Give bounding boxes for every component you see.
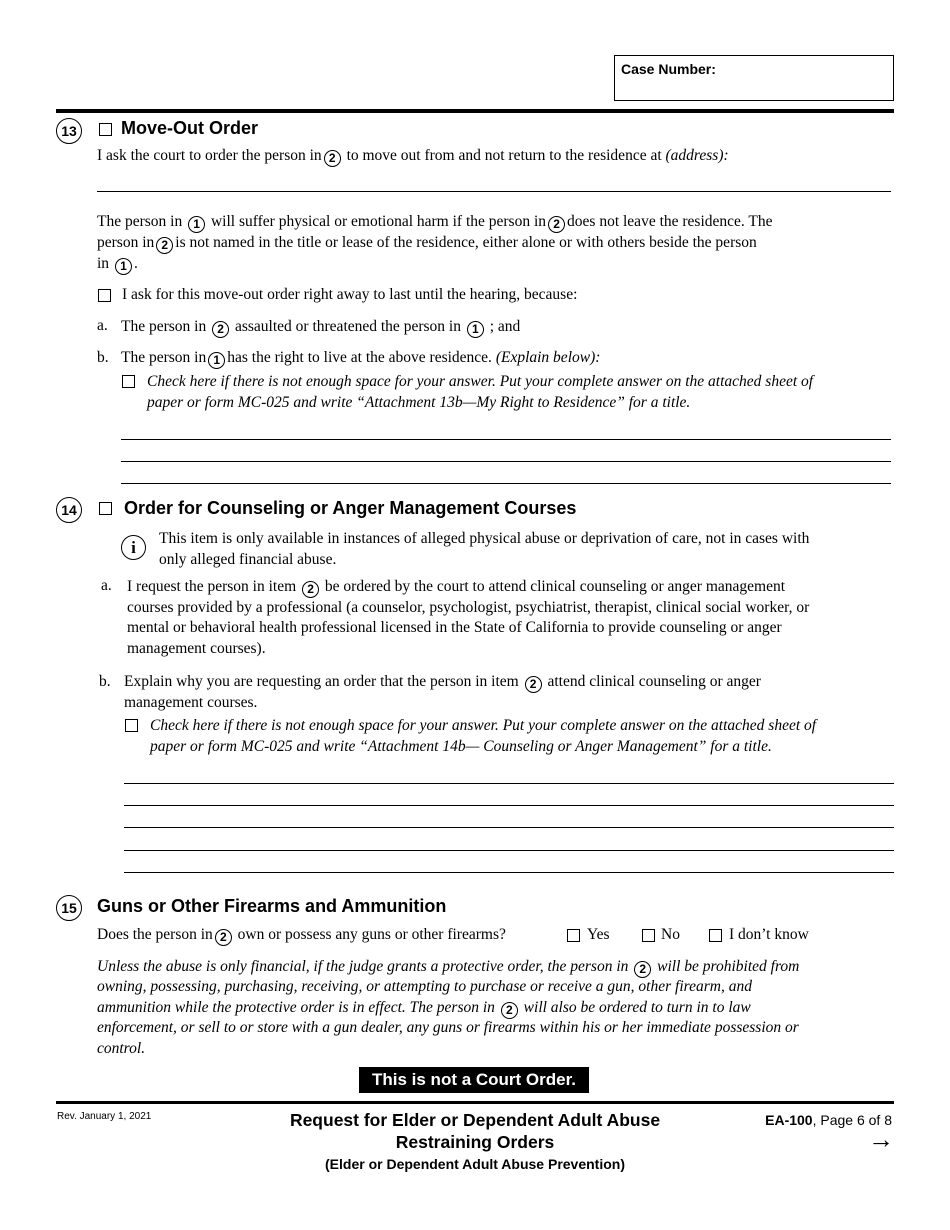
13b-more-space-line2: paper or form MC-025 and write “Attachment 13b—My Right to Residence” for a title. [147,394,691,411]
14b-answer-line-2[interactable] [124,805,894,806]
13b-answer-line-3[interactable] [121,483,891,484]
firearms-yes-label: Yes [587,926,610,943]
case-number-label: Case Number: [621,61,716,77]
item-number-13: 13 [56,118,82,144]
right-away-label: I ask for this move-out order right away to last until the hearing, because: [122,286,578,303]
item-13a-text: The person in 2 assaulted or threatened the person in 1 ; and [121,318,521,336]
harm-statement-line3: in 1 . [97,255,138,273]
firearms-dont-know-checkbox[interactable] [709,929,722,942]
party-1-circle: 1 [208,352,225,369]
firearms-dont-know-label: I don’t know [729,926,809,943]
item-14b-line2: management courses. [124,694,258,711]
party-2-circle: 2 [215,929,232,946]
harm-statement-line2: person in 2 is not named in the title or lease of the residence, either alone or with others beside the person [97,234,757,252]
item-14a-line1: I request the person in item 2 be ordered by the court to attend clinical counseling or anger management [127,578,786,596]
address-line[interactable] [97,191,891,192]
counseling-order-checkbox[interactable] [99,502,112,515]
party-2-circle: 2 [324,150,341,167]
item-13a-label: a. [97,317,108,334]
party-2-circle: 2 [302,581,319,598]
party-1-circle: 1 [115,258,132,275]
14b-more-space-checkbox[interactable] [125,719,138,732]
harm-statement-line1: The person in 1 will suffer physical or emotional harm if the person in 2 does not leave the residence. The [97,213,773,231]
item-13b-label: b. [97,349,109,366]
info-icon: i [121,535,146,560]
13b-more-space-line1: Check here if there is not enough space for your answer. Put your complete answer on the attached sheet of [147,373,814,390]
item-14b-label: b. [99,673,111,690]
form-title-line1: Request for Elder or Dependent Adult Abuse [289,1110,661,1130]
item-14a-line4: management courses). [127,640,266,657]
party-2-circle: 2 [634,961,651,978]
14b-more-space-line2: paper or form MC-025 and write “Attachment 14b— Counseling or Anger Management” for a title. [150,738,772,755]
header-rule [56,109,894,113]
14b-answer-line-1[interactable] [124,783,894,784]
item-14b-line1: Explain why you are requesting an order that the person in item 2 attend clinical counseling or anger [124,673,761,691]
right-away-checkbox[interactable] [98,289,111,302]
item-14a-label: a. [101,577,112,594]
13b-answer-line-1[interactable] [121,439,891,440]
revision-date: Rev. January 1, 2021 [57,1111,152,1122]
firearms-notice-line4: enforcement, or sell to or store with a gun dealer, any guns or firearms within his or her immediate possession or [97,1019,799,1036]
footer-rule [56,1101,894,1104]
firearms-no-label: No [661,926,680,943]
firearms-no-checkbox[interactable] [642,929,655,942]
firearms-yes-checkbox[interactable] [567,929,580,942]
next-page-arrow-icon: → [868,1124,894,1154]
party-2-circle: 2 [501,1002,518,1019]
info-line1: This item is only available in instances of alleged physical abuse or deprivation of care, not in cases with [159,530,810,547]
firearms-question: Does the person in 2 own or possess any guns or other firearms? [97,926,506,944]
firearms-title: Guns or Other Firearms and Ammunition [97,896,447,916]
14b-more-space-line1: Check here if there is not enough space for your answer. Put your complete answer on the attached sheet of [150,717,817,734]
firearms-notice-line2: owning, possessing, purchasing, receiving, or attempting to purchase or receive a gun, other firearm, and [97,978,752,995]
not-court-order-banner: This is not a Court Order. [359,1067,589,1093]
info-line2: only alleged financial abuse. [159,551,337,568]
move-out-order-checkbox[interactable] [99,123,112,136]
13b-answer-line-2[interactable] [121,461,891,462]
14b-answer-line-4[interactable] [124,850,894,851]
firearms-notice-line3: ammunition while the protective order is in effect. The person in 2 will also be ordered to turn in to law [97,999,751,1017]
item-number-15: 15 [56,895,82,921]
move-out-request-line: I ask the court to order the person in 2 to move out from and not return to the residence at (address): [97,147,729,165]
item-14a-line2: courses provided by a professional (a counselor, psychologist, psychiatrist, therapist, clinical social worker, or [127,599,810,616]
firearms-notice-line5: control. [97,1040,146,1057]
move-out-order-title: Move-Out Order [121,118,259,138]
party-2-circle: 2 [548,216,565,233]
item-number-14: 14 [56,497,82,523]
party-1-circle: 1 [467,321,484,338]
item-13b-text: The person in 1 has the right to live at the above residence. (Explain below): [121,349,601,367]
case-number-box[interactable] [614,55,894,101]
party-2-circle: 2 [156,237,173,254]
party-1-circle: 1 [188,216,205,233]
14b-answer-line-5[interactable] [124,872,894,873]
14b-answer-line-3[interactable] [124,827,894,828]
counseling-order-title: Order for Counseling or Anger Management Courses [124,498,577,518]
item-14a-line3: mental or behavioral health professional licensed in the State of California to provide counseling or anger [127,619,782,636]
form-subtitle: (Elder or Dependent Adult Abuse Prevention) [325,1156,625,1172]
form-title-line2: Restraining Orders [395,1132,555,1152]
page-indicator: EA-100, Page 6 of 8 [765,1112,892,1128]
13b-more-space-checkbox[interactable] [122,375,135,388]
party-2-circle: 2 [525,676,542,693]
firearms-notice-line1: Unless the abuse is only financial, if the judge grants a protective order, the person in 2 will be prohibited from [97,958,800,976]
party-2-circle: 2 [212,321,229,338]
